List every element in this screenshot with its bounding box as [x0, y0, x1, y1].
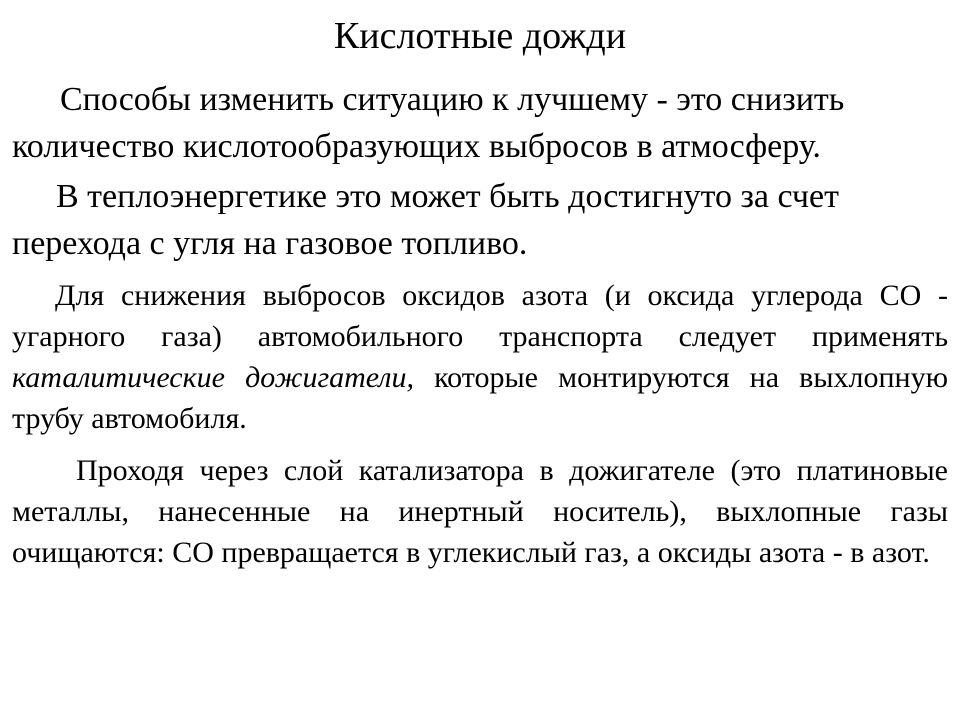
catalytic-afterburners-emphasis: каталитические дожигатели, [12, 361, 414, 394]
slide-title: Кислотные дожди [333, 15, 627, 57]
paragraph-ways-to-improve: Способы изменить ситуацию к лучшему - это снизить количество кислотообразующих выбросов в атмосферу. [12, 81, 845, 165]
paragraph-nitrogen-oxides [12, 275, 948, 439]
paragraph-nitrogen-oxides-start: Для снижения выбросов оксидов азота (и оксида углерода СО - угарного газа) автомобильного транспорта следует применять [12, 279, 948, 353]
slide-body [12, 76, 948, 573]
paragraph-heat-power: В теплоэнергетике это может быть достигнуто за счет перехода с угля на газовое топливо. [12, 178, 839, 262]
paragraph-catalyst-layer: Проходя через слой катализатора в дожигателе (это платиновые металлы, нанесенные на инертный носитель), выхлопные газы очищаются: СО превращается в углекислый газ, а оксиды азота - в азот. [12, 454, 948, 569]
paragraph-nitrogen-oxides-end: которые монтируются на выхлопную трубу автомобиля. [12, 361, 948, 435]
